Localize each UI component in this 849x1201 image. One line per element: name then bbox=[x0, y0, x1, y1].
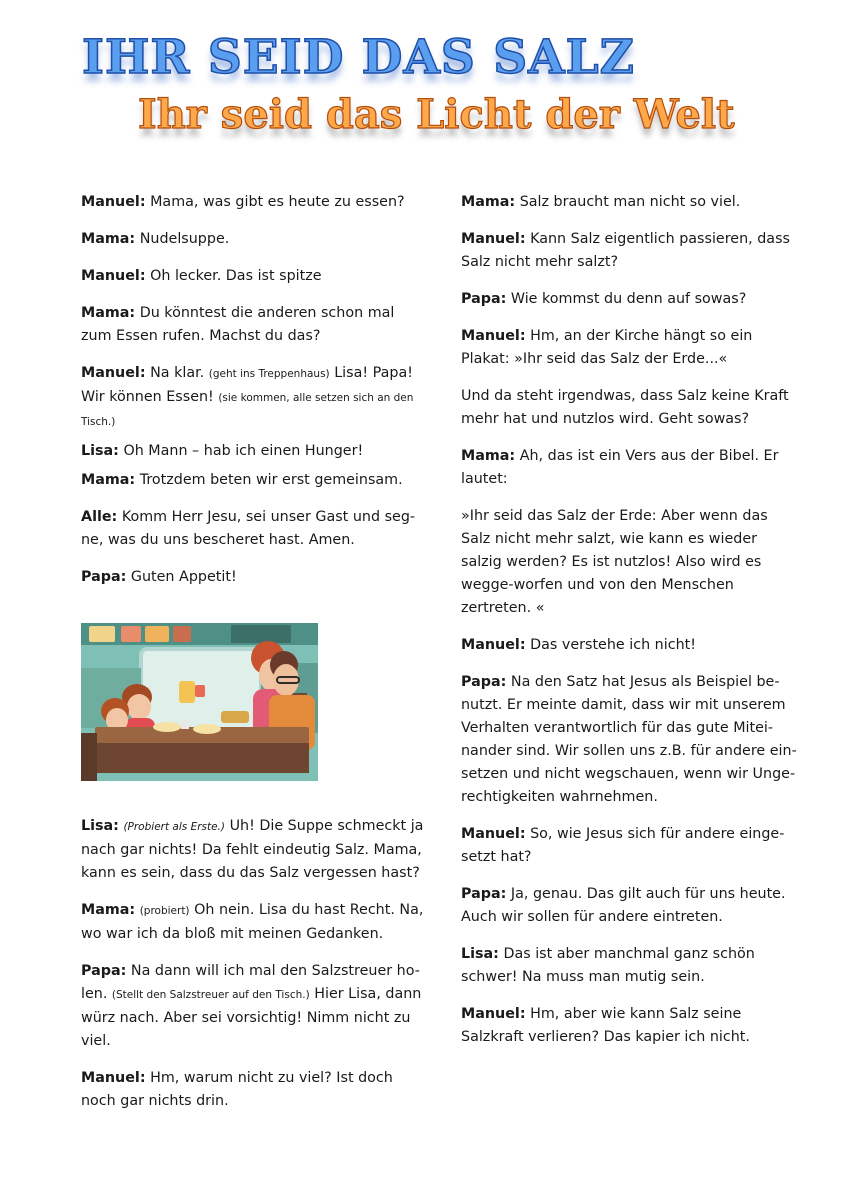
speaker: Alle: bbox=[81, 509, 118, 525]
line-text: Komm Herr Jesu, sei unser Gast und seg-ne, was du uns bescheret hast. Amen. bbox=[81, 509, 416, 548]
dialogue-line bbox=[461, 943, 801, 989]
line-text: Oh Mann – hab ich einen Hunger! bbox=[123, 443, 364, 459]
speaker: Papa: bbox=[81, 963, 127, 979]
dialogue-line bbox=[81, 506, 426, 552]
dialogue-line bbox=[81, 228, 426, 251]
speaker: Lisa: bbox=[81, 818, 119, 834]
page-title: IHR SEID DAS SALZ bbox=[82, 30, 635, 85]
left-column bbox=[81, 191, 426, 1127]
dialogue-line bbox=[461, 823, 801, 869]
line-text: Wie kommst du denn auf sowas? bbox=[510, 291, 747, 307]
dialogue-line bbox=[461, 288, 801, 311]
speaker: Manuel: bbox=[461, 231, 526, 247]
speaker: Papa: bbox=[81, 569, 127, 585]
page-subtitle: Ihr seid das Licht der Welt bbox=[138, 91, 735, 138]
dialogue-line bbox=[461, 325, 801, 371]
dialogue-line bbox=[461, 228, 801, 274]
dialogue-line bbox=[81, 302, 426, 348]
stage-direction: (sie kommen, alle setzen sich an den Tisch.) bbox=[81, 392, 414, 428]
line-text: Salz braucht man nicht so viel. bbox=[519, 194, 741, 210]
line-text: Das verstehe ich nicht! bbox=[530, 637, 696, 653]
stage-direction: (probiert) bbox=[139, 905, 190, 917]
line-text: Guten Appetit! bbox=[130, 569, 237, 585]
dialogue-line bbox=[461, 385, 801, 431]
speaker: Manuel: bbox=[461, 826, 526, 842]
speaker: Mama: bbox=[461, 448, 516, 464]
line-text: Ja, genau. Das gilt auch für uns heute. Auch wir sollen für andere eintreten. bbox=[461, 886, 786, 925]
line-text: Das ist aber manchmal ganz schön schwer! Na muss man mutig sein. bbox=[461, 946, 755, 985]
speaker: Papa: bbox=[461, 886, 507, 902]
speaker: Mama: bbox=[81, 231, 136, 247]
stage-direction: (Probiert als Erste.) bbox=[123, 821, 226, 833]
speaker: Lisa: bbox=[461, 946, 499, 962]
line-text: Hm, aber wie kann Salz seine Salzkraft verlieren? Das kapier ich nicht. bbox=[461, 1006, 750, 1045]
speaker: Manuel: bbox=[81, 365, 146, 381]
line-text: Na klar. bbox=[150, 365, 205, 381]
line-text: Und da steht irgendwas, dass Salz keine Kraft mehr hat und nutzlos wird. Geht sowas? bbox=[461, 388, 789, 427]
dialogue-line bbox=[461, 883, 801, 929]
line-text: Na dann will ich mal den Salzstreuer ho-len. bbox=[81, 963, 420, 1002]
dialogue-line bbox=[81, 362, 426, 434]
dialogue-line bbox=[81, 960, 426, 1053]
speaker: Mama: bbox=[81, 472, 136, 488]
stage-direction: (Stellt den Salzstreuer auf den Tisch.) bbox=[111, 989, 310, 1001]
line-text: Hier Lisa, dann würz nach. Aber sei vorsichtig! Nimm nicht zu viel. bbox=[81, 986, 422, 1049]
dialogue-line bbox=[461, 191, 801, 214]
dialogue-line bbox=[81, 469, 426, 492]
speaker: Manuel: bbox=[81, 268, 146, 284]
speaker: Manuel: bbox=[461, 328, 526, 344]
dialogue-line bbox=[461, 671, 801, 809]
speaker: Mama: bbox=[81, 305, 136, 321]
dialogue-line bbox=[81, 566, 426, 589]
line-text: Du könntest die anderen schon mal zum Essen rufen. Machst du das? bbox=[81, 305, 395, 344]
line-text: Oh nein. Lisa du hast Recht. Na, wo war ich da bloß mit meinen Gedanken. bbox=[81, 902, 424, 942]
line-text: Na den Satz hat Jesus als Beispiel be-nutzt. Er meinte damit, dass wir mit unserem Verhalten verantwortlich für das gute Mitei-nander sind. Wir sollen uns z.B. für andere ein-setzen und nicht wegschauen, wenn wir Unge-rechtigkeiten wahrnehmen. bbox=[461, 674, 797, 805]
speaker: Manuel: bbox=[81, 194, 146, 210]
line-text: Kann Salz eigentlich passieren, dass Salz nicht mehr salzt? bbox=[461, 231, 790, 270]
line-text: Lisa! Papa! Wir können Essen! bbox=[81, 365, 413, 405]
family-dinner-image bbox=[81, 623, 318, 781]
dialogue-line bbox=[81, 815, 426, 885]
dialogue-line bbox=[81, 440, 426, 463]
line-text: Nudelsuppe. bbox=[139, 231, 230, 247]
family-dinner-illustration bbox=[81, 623, 318, 781]
dialogue-line bbox=[81, 899, 426, 946]
line-text: »Ihr seid das Salz der Erde: Aber wenn das Salz nicht mehr salzt, wie kann es wieder salzig werden? Es ist nutzlos! Also wird es wegge-worfen und von den Menschen zertreten. « bbox=[461, 508, 768, 616]
speaker: Manuel: bbox=[81, 1070, 146, 1086]
dialogue-line bbox=[461, 634, 801, 657]
speaker: Papa: bbox=[461, 674, 507, 690]
dialogue-line bbox=[81, 1067, 426, 1113]
speaker: Manuel: bbox=[461, 1006, 526, 1022]
line-text: Oh lecker. Das ist spitze bbox=[150, 268, 322, 284]
line-text: Hm, warum nicht zu viel? Ist doch noch gar nichts drin. bbox=[81, 1070, 393, 1109]
speaker: Lisa: bbox=[81, 443, 119, 459]
line-text: Ah, das ist ein Vers aus der Bibel. Er lautet: bbox=[461, 448, 779, 487]
line-text: Trotzdem beten wir erst gemeinsam. bbox=[139, 472, 403, 488]
line-text: Mama, was gibt es heute zu essen? bbox=[150, 194, 405, 210]
dialogue-line bbox=[81, 191, 426, 214]
dialogue-line bbox=[461, 445, 801, 491]
line-text: Hm, an der Kirche hängt so ein Plakat: »Ihr seid das Salz der Erde...« bbox=[461, 328, 753, 367]
stage-direction: (geht ins Treppenhaus) bbox=[208, 368, 330, 380]
speaker: Mama: bbox=[461, 194, 516, 210]
speaker: Papa: bbox=[461, 291, 507, 307]
right-column bbox=[461, 191, 801, 1063]
dialogue-line bbox=[81, 265, 426, 288]
dialogue-line bbox=[461, 1003, 801, 1049]
line-text: Uh! Die Suppe schmeckt ja nach gar nichts! Da fehlt eindeutig Salz. Mama, kann es sein, dass du das Salz vergessen hast? bbox=[81, 818, 424, 881]
speaker: Manuel: bbox=[461, 637, 526, 653]
line-text: So, wie Jesus sich für andere einge-setzt hat? bbox=[461, 826, 785, 865]
bible-quote bbox=[461, 505, 801, 620]
speaker: Mama: bbox=[81, 902, 136, 918]
